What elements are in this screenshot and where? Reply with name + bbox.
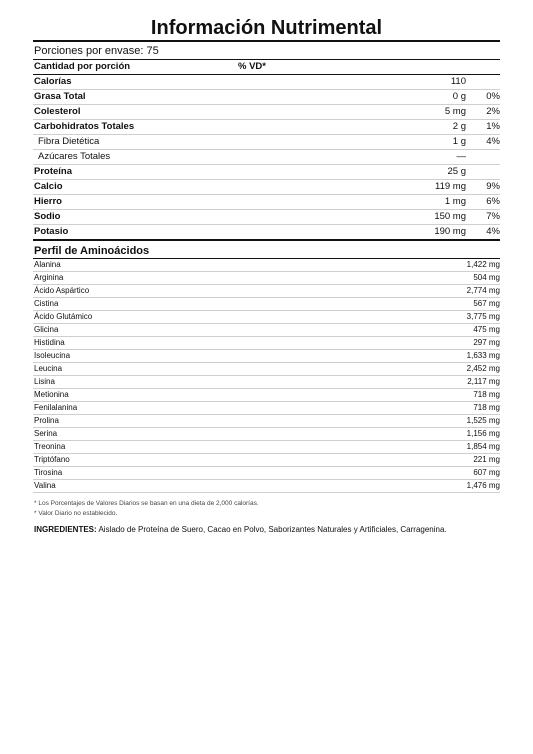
nutrient-daily-value: 2% xyxy=(486,106,500,117)
nutrient-daily-value: 4% xyxy=(486,136,500,147)
amino-acid-name: Treonina xyxy=(34,442,66,451)
amino-acid-value: 221 mg xyxy=(473,455,500,464)
amino-acid-name: Serina xyxy=(34,429,58,438)
amino-acid-name: Histidina xyxy=(34,338,65,347)
amino-acid-row xyxy=(33,259,500,272)
nutrient-name: Proteína xyxy=(34,166,73,177)
amino-acid-value: 2,452 mg xyxy=(466,364,500,373)
amino-acid-name: Alanina xyxy=(34,260,61,269)
ingredients xyxy=(33,524,500,536)
amino-acid-name: Arginina xyxy=(34,273,64,282)
amino-acid-name: Leucina xyxy=(34,364,63,373)
amino-acid-row xyxy=(33,350,500,363)
amino-acid-value: 2,117 mg xyxy=(467,377,500,386)
nutrient-amount: 190 mg xyxy=(434,226,466,237)
nutrient-daily-value: 4% xyxy=(486,226,500,237)
ingredients-label: INGREDIENTES: xyxy=(34,525,97,534)
amino-acid-row xyxy=(33,363,500,376)
nutrients-header-row xyxy=(33,60,500,75)
nutrient-row xyxy=(33,135,500,150)
amino-acid-value: 1,854 mg xyxy=(466,442,500,451)
nutrient-daily-value: 1% xyxy=(486,121,500,132)
nutrient-row xyxy=(33,195,500,210)
amino-acid-value: 2,774 mg xyxy=(466,286,500,295)
amino-acid-list xyxy=(33,259,500,493)
amino-acid-row xyxy=(33,441,500,454)
nutrient-row xyxy=(33,225,500,239)
amino-acid-row xyxy=(33,402,500,415)
amino-acid-name: Prolina xyxy=(34,416,59,425)
nutrient-amount: 2 g xyxy=(452,121,466,132)
amino-acid-value: 607 mg xyxy=(473,468,500,477)
nutrient-name: Potasio xyxy=(34,226,69,237)
nutrient-daily-value: 7% xyxy=(486,211,500,222)
amino-acid-name: Triptófano xyxy=(34,455,70,464)
nutrient-row xyxy=(33,90,500,105)
nutrient-name: Fibra Dietética xyxy=(38,136,100,147)
nutrient-name: Carbohidratos Totales xyxy=(34,121,135,132)
amino-acid-row xyxy=(33,467,500,480)
amino-acid-value: 718 mg xyxy=(473,390,500,399)
amount-per-serving-label: Cantidad por porción xyxy=(34,61,131,72)
amino-acid-value: 1,156 mg xyxy=(466,429,500,438)
nutrient-row xyxy=(33,150,500,165)
footnote-not-established: * Valor Diario no establecido. xyxy=(34,510,118,517)
nutrient-name: Calcio xyxy=(34,181,63,192)
nutrient-amount: 1 g xyxy=(452,136,466,147)
amino-acid-row xyxy=(33,337,500,350)
amino-acid-row xyxy=(33,428,500,441)
amino-acid-row xyxy=(33,285,500,298)
nutrient-amount: 119 mg xyxy=(435,181,466,192)
amino-acid-value: 1,422 mg xyxy=(466,260,500,269)
amino-acid-row xyxy=(33,376,500,389)
nutrient-amount: — xyxy=(456,151,466,162)
nutrient-amount: 1 mg xyxy=(444,196,466,207)
nutrient-name: Azúcares Totales xyxy=(38,151,111,162)
servings-per-container: Porciones por envase: 75 xyxy=(34,45,159,57)
amino-acid-value: 504 mg xyxy=(473,273,500,282)
amino-acid-name: Ácido Glutámico xyxy=(34,312,93,321)
nutrient-amount: 150 mg xyxy=(434,211,466,222)
amino-acid-value: 1,633 mg xyxy=(466,351,500,360)
amino-acid-row xyxy=(33,298,500,311)
nutrition-facts-panel xyxy=(33,0,500,536)
nutrient-name: Colesterol xyxy=(34,106,81,117)
page-title: Información Nutrimental xyxy=(150,17,383,39)
amino-acid-profile-title: Perfil de Aminoácidos xyxy=(33,241,500,259)
nutrient-row xyxy=(33,75,500,90)
amino-acid-name: Valina xyxy=(34,481,56,490)
amino-acid-value: 1,525 mg xyxy=(466,416,500,425)
amino-acid-name: Ácido Aspártico xyxy=(34,286,90,295)
nutrient-name: Calorías xyxy=(34,76,72,87)
amino-acid-row xyxy=(33,454,500,467)
nutrient-amount: 0 g xyxy=(452,91,466,102)
amino-acid-row xyxy=(33,272,500,285)
nutrient-row xyxy=(33,165,500,180)
footnote-daily-values: * Los Porcentajes de Valores Diarios se basan en una dieta de 2,000 calorías. xyxy=(34,500,259,507)
amino-acid-row xyxy=(33,389,500,402)
nutrient-row xyxy=(33,105,500,120)
nutrient-daily-value: 0% xyxy=(486,91,500,102)
amino-acid-value: 1,476 mg xyxy=(466,481,500,490)
nutrient-amount: 5 mg xyxy=(444,106,466,117)
amino-acid-row xyxy=(33,480,500,493)
nutrient-row xyxy=(33,210,500,225)
amino-acid-value: 297 mg xyxy=(473,338,500,347)
amino-acid-row xyxy=(33,324,500,337)
amino-acid-name: Fenilalanina xyxy=(34,403,78,412)
amino-acid-name: Cistina xyxy=(34,299,59,308)
nutrient-row xyxy=(33,120,500,135)
amino-acid-value: 3,775 mg xyxy=(466,312,500,321)
nutrient-amount: 25 g xyxy=(447,166,466,177)
nutrient-daily-value: 9% xyxy=(486,181,500,192)
nutrient-daily-value: 6% xyxy=(486,196,500,207)
daily-value-label: % VD* xyxy=(238,61,266,72)
amino-acid-row xyxy=(33,311,500,324)
nutrient-name: Hierro xyxy=(34,196,62,207)
nutrient-name: Grasa Total xyxy=(34,91,86,102)
amino-acid-name: Isoleucina xyxy=(34,351,71,360)
amino-acid-value: 475 mg xyxy=(473,325,500,334)
nutrient-row xyxy=(33,180,500,195)
amino-acid-row xyxy=(33,415,500,428)
amino-acid-name: Metionina xyxy=(34,390,69,399)
amino-acid-name: Lisina xyxy=(34,377,55,386)
nutrient-name: Sodio xyxy=(34,211,61,222)
nutrient-amount: 110 xyxy=(450,76,466,87)
nutrient-list xyxy=(33,75,500,239)
amino-acid-name: Tirosina xyxy=(34,468,63,477)
amino-acid-value: 567 mg xyxy=(473,299,500,308)
amino-acid-name: Glicina xyxy=(34,325,59,334)
ingredients-text: Aislado de Proteína de Suero, Cacao en Polvo, Saborizantes Naturales y Artificiales, Carragenina. xyxy=(96,525,447,534)
amino-acid-value: 718 mg xyxy=(473,403,500,412)
